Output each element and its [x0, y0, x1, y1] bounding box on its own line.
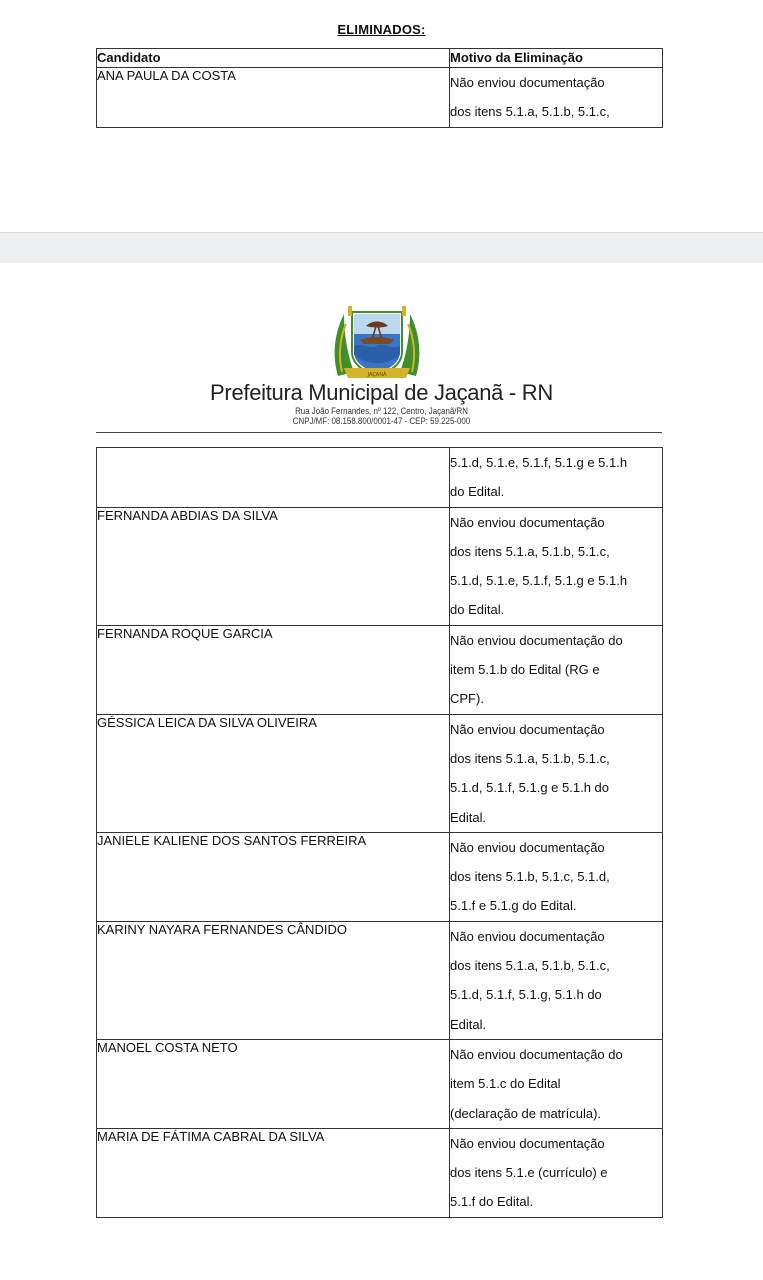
page-bottom	[0, 263, 763, 1280]
header-reason: Motivo da Eliminação	[450, 49, 663, 68]
eliminated-table-continued	[96, 447, 663, 1218]
candidate-name: MANOEL COSTA NETO	[97, 1039, 450, 1128]
reason-line: Não enviou documentação	[450, 721, 605, 737]
table-header-row	[97, 49, 663, 68]
reason-line: (declaração de matrícula).	[450, 1105, 602, 1121]
candidate-name	[97, 448, 450, 508]
table-row	[97, 832, 663, 921]
logo-ribbon-text: JAÇANÃ	[367, 372, 387, 378]
reason-line: item 5.1.b do Edital (RG e	[450, 662, 600, 678]
reason-line: do Edital.	[450, 484, 505, 500]
reason-line: 5.1.d, 5.1.e, 5.1.f, 5.1.g e 5.1.h	[450, 573, 628, 589]
letterhead-divider	[96, 432, 662, 433]
reason-line: dos itens 5.1.a, 5.1.b, 5.1.c,	[450, 104, 610, 120]
candidate-name: ANA PAULA DA COSTA	[97, 68, 450, 128]
address-line: Rua João Fernandes, nº 122, Centro, Jaçanã/RN	[295, 406, 468, 416]
elimination-reason	[450, 507, 663, 625]
table-row	[97, 1039, 663, 1128]
reason-line: Não enviou documentação	[450, 928, 605, 944]
candidate-name: FERNANDA ROQUE GARCIA	[97, 625, 450, 714]
reason-line: Não enviou documentação do	[450, 1046, 623, 1062]
elimination-reason	[450, 921, 663, 1039]
candidate-name: JANIELE KALIENE DOS SANTOS FERREIRA	[97, 832, 450, 921]
table-row	[97, 1128, 663, 1217]
table-row	[97, 507, 663, 625]
reason-line: Edital.	[450, 1016, 487, 1032]
elimination-reason	[450, 714, 663, 832]
page-top	[0, 0, 763, 232]
header-candidate: Candidato	[97, 49, 450, 68]
section-title: ELIMINADOS:	[337, 22, 426, 37]
letterhead-title: Prefeitura Municipal de Jaçanã - RN	[210, 380, 553, 405]
reason-line: dos itens 5.1.a, 5.1.b, 5.1.c,	[450, 543, 610, 559]
page-separator	[0, 232, 763, 264]
reason-line: 5.1.f do Edital.	[450, 1194, 534, 1210]
reason-line: 5.1.d, 5.1.e, 5.1.f, 5.1.g e 5.1.h	[450, 455, 628, 470]
cnpj-line: CNPJ/MF: 08.158.800/0001-47 - CEP: 59.225-000	[292, 416, 471, 426]
reason-line: dos itens 5.1.e (currículo) e	[450, 1165, 608, 1181]
reason-line: CPF).	[450, 691, 484, 707]
reason-line: dos itens 5.1.b, 5.1.c, 5.1.d,	[450, 869, 610, 885]
reason-line: do Edital.	[450, 602, 505, 618]
reason-line: 5.1.d, 5.1.f, 5.1.g e 5.1.h do	[450, 780, 610, 796]
elimination-reason	[450, 832, 663, 921]
reason-line: Edital.	[450, 809, 487, 825]
elimination-reason	[450, 448, 663, 508]
reason-line: Não enviou documentação do	[450, 632, 623, 648]
letterhead-address	[46, 406, 717, 426]
reason-line: item 5.1.c do Edital	[450, 1076, 561, 1092]
reason-line: Não enviou documentação	[450, 75, 605, 90]
municipal-coat-of-arms-icon	[330, 306, 424, 382]
reason-line: dos itens 5.1.a, 5.1.b, 5.1.c,	[450, 958, 610, 974]
table-row	[97, 921, 663, 1039]
candidate-name: GÉSSICA LEICA DA SILVA OLIVEIRA	[97, 714, 450, 832]
candidate-name: FERNANDA ABDIAS DA SILVA	[97, 507, 450, 625]
reason-line: Não enviou documentação	[450, 1135, 605, 1151]
eliminated-table-top	[96, 48, 663, 128]
reason-line: 5.1.d, 5.1.f, 5.1.g, 5.1.h do	[450, 987, 602, 1003]
table-row	[97, 68, 663, 128]
reason-line: Não enviou documentação	[450, 514, 605, 530]
elimination-reason	[450, 1128, 663, 1217]
elimination-reason	[450, 625, 663, 714]
table-row	[97, 714, 663, 832]
table-row	[97, 448, 663, 508]
table-row	[97, 625, 663, 714]
reason-line: 5.1.f e 5.1.g do Edital.	[450, 898, 577, 914]
reason-line: Não enviou documentação	[450, 839, 605, 855]
elimination-reason	[450, 68, 663, 128]
candidate-name: KARINY NAYARA FERNANDES CÂNDIDO	[97, 921, 450, 1039]
candidate-name: MARIA DE FÁTIMA CABRAL DA SILVA	[97, 1128, 450, 1217]
reason-line: dos itens 5.1.a, 5.1.b, 5.1.c,	[450, 750, 610, 766]
elimination-reason	[450, 1039, 663, 1128]
